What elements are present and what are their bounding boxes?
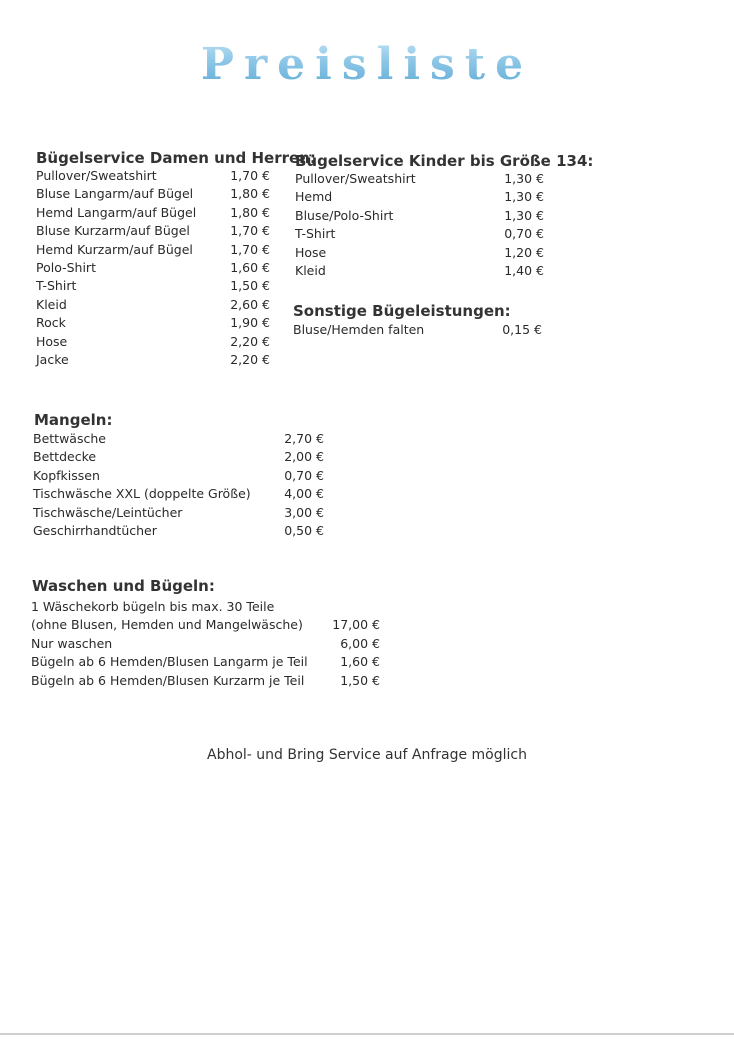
- list-waschen: [31, 598, 380, 690]
- price-row: [33, 430, 324, 448]
- item-name: Bügeln ab 6 Hemden/Blusen Langarm je Teil: [31, 654, 308, 670]
- price-row: [295, 262, 544, 280]
- item-price: 2,60 €: [230, 296, 270, 312]
- item-name: Bügeln ab 6 Hemden/Blusen Kurzarm je Teil: [31, 672, 305, 688]
- list-kinder: [295, 170, 544, 280]
- item-name: Rock: [36, 315, 66, 331]
- price-row: [36, 259, 270, 277]
- price-row: [31, 616, 380, 634]
- item-name: Hemd Kurzarm/auf Bügel: [36, 241, 193, 257]
- item-price: 6,00 €: [340, 635, 380, 651]
- price-row: [31, 672, 380, 690]
- price-row: [36, 314, 270, 332]
- item-name: Polo-Shirt: [36, 259, 96, 275]
- item-price: 1,30 €: [504, 189, 544, 205]
- item-name: Jacke: [36, 351, 69, 367]
- item-name: Pullover/Sweatshirt: [36, 168, 157, 183]
- item-price: 1,50 €: [340, 672, 380, 688]
- item-name: T-Shirt: [295, 226, 336, 242]
- price-row: [295, 188, 544, 206]
- item-price: 1,80 €: [230, 186, 270, 202]
- price-row: [36, 296, 270, 314]
- heading-mangeln: Mangeln:: [34, 411, 113, 429]
- item-price: 1,50 €: [230, 278, 270, 294]
- price-row: [33, 448, 324, 466]
- heading-waschen: Waschen und Bügeln:: [32, 577, 215, 595]
- item-name: Bettdecke: [33, 449, 97, 465]
- heading-damen-herren: Bügelservice Damen und Herren:: [36, 149, 316, 167]
- item-price: 2,70 €: [284, 431, 324, 446]
- item-name: Tischwäsche/Leintücher: [33, 504, 183, 520]
- price-row: [36, 241, 270, 259]
- item-name: Hemd Langarm/auf Bügel: [36, 204, 197, 220]
- item-price: 2,20 €: [230, 351, 270, 367]
- list-damen-herren: [36, 167, 270, 369]
- item-name: Kleid: [36, 296, 67, 312]
- price-row: [36, 185, 270, 203]
- item-price: 1,70 €: [230, 168, 270, 183]
- item-name: Nur waschen: [31, 635, 113, 651]
- item-price: 0,15 €: [502, 322, 542, 337]
- price-row: [295, 207, 544, 225]
- item-name: T-Shirt: [36, 278, 77, 294]
- price-row: [295, 244, 544, 262]
- price-row: [36, 167, 270, 185]
- price-row: [33, 467, 324, 485]
- item-price: 0,70 €: [284, 467, 324, 483]
- item-price: 1,60 €: [230, 259, 270, 275]
- item-price: 1,30 €: [504, 207, 544, 223]
- page-edge-divider: [0, 1033, 734, 1035]
- item-price: 1,40 €: [504, 262, 544, 278]
- item-price: 4,00 €: [284, 486, 324, 502]
- heading-kinder: Bügelservice Kinder bis Größe 134:: [295, 152, 594, 170]
- item-price: 17,00 €: [332, 617, 380, 633]
- item-name: Hemd: [295, 189, 333, 205]
- item-name: Hose: [295, 244, 327, 260]
- item-price: 2,00 €: [284, 449, 324, 465]
- list-mangeln: [33, 430, 324, 540]
- price-row: [31, 635, 380, 653]
- item-name: Bluse/Hemden falten: [293, 322, 425, 337]
- price-row: [36, 277, 270, 295]
- item-price: 1,30 €: [504, 171, 544, 186]
- item-name: Pullover/Sweatshirt: [295, 171, 416, 186]
- item-price: 0,50 €: [284, 522, 324, 538]
- item-name: Bluse Langarm/auf Bügel: [36, 186, 194, 202]
- footer-note: Abhol- und Bring Service auf Anfrage möglich: [207, 747, 527, 763]
- price-row: [295, 170, 544, 188]
- price-row: [36, 351, 270, 369]
- price-row: [31, 598, 380, 616]
- item-name: Bluse Kurzarm/auf Bügel: [36, 223, 190, 239]
- item-name: Geschirrhandtücher: [33, 522, 157, 538]
- item-price: 3,00 €: [284, 504, 324, 520]
- item-price: 2,20 €: [230, 333, 270, 349]
- item-name: Kleid: [295, 262, 326, 278]
- price-row: [36, 222, 270, 240]
- price-row: [36, 333, 270, 351]
- price-row: [33, 504, 324, 522]
- heading-sonstige: Sonstige Bügeleistungen:: [293, 302, 511, 320]
- list-sonstige: [293, 321, 542, 339]
- item-price: 0,70 €: [504, 226, 544, 242]
- item-name: Kopfkissen: [33, 467, 100, 483]
- item-price: 1,90 €: [230, 315, 270, 331]
- price-row: [33, 522, 324, 540]
- item-price: 1,80 €: [230, 204, 270, 220]
- price-row: [31, 653, 380, 671]
- price-row: [293, 321, 542, 339]
- page-title: Preisliste: [0, 30, 734, 100]
- item-name: Hose: [36, 333, 68, 349]
- item-name: Bettwäsche: [33, 431, 106, 446]
- price-row: [36, 204, 270, 222]
- price-row: [33, 485, 324, 503]
- item-price: 1,20 €: [504, 244, 544, 260]
- item-name: 1 Wäschekorb bügeln bis max. 30 Teile: [31, 599, 275, 614]
- item-price: 1,70 €: [230, 223, 270, 239]
- item-name: (ohne Blusen, Hemden und Mangelwäsche): [31, 617, 303, 633]
- price-row: [295, 225, 544, 243]
- item-name: Bluse/Polo-Shirt: [295, 207, 394, 223]
- item-name: Tischwäsche XXL (doppelte Größe): [33, 486, 251, 502]
- item-price: 1,60 €: [340, 654, 380, 670]
- item-price: 1,70 €: [230, 241, 270, 257]
